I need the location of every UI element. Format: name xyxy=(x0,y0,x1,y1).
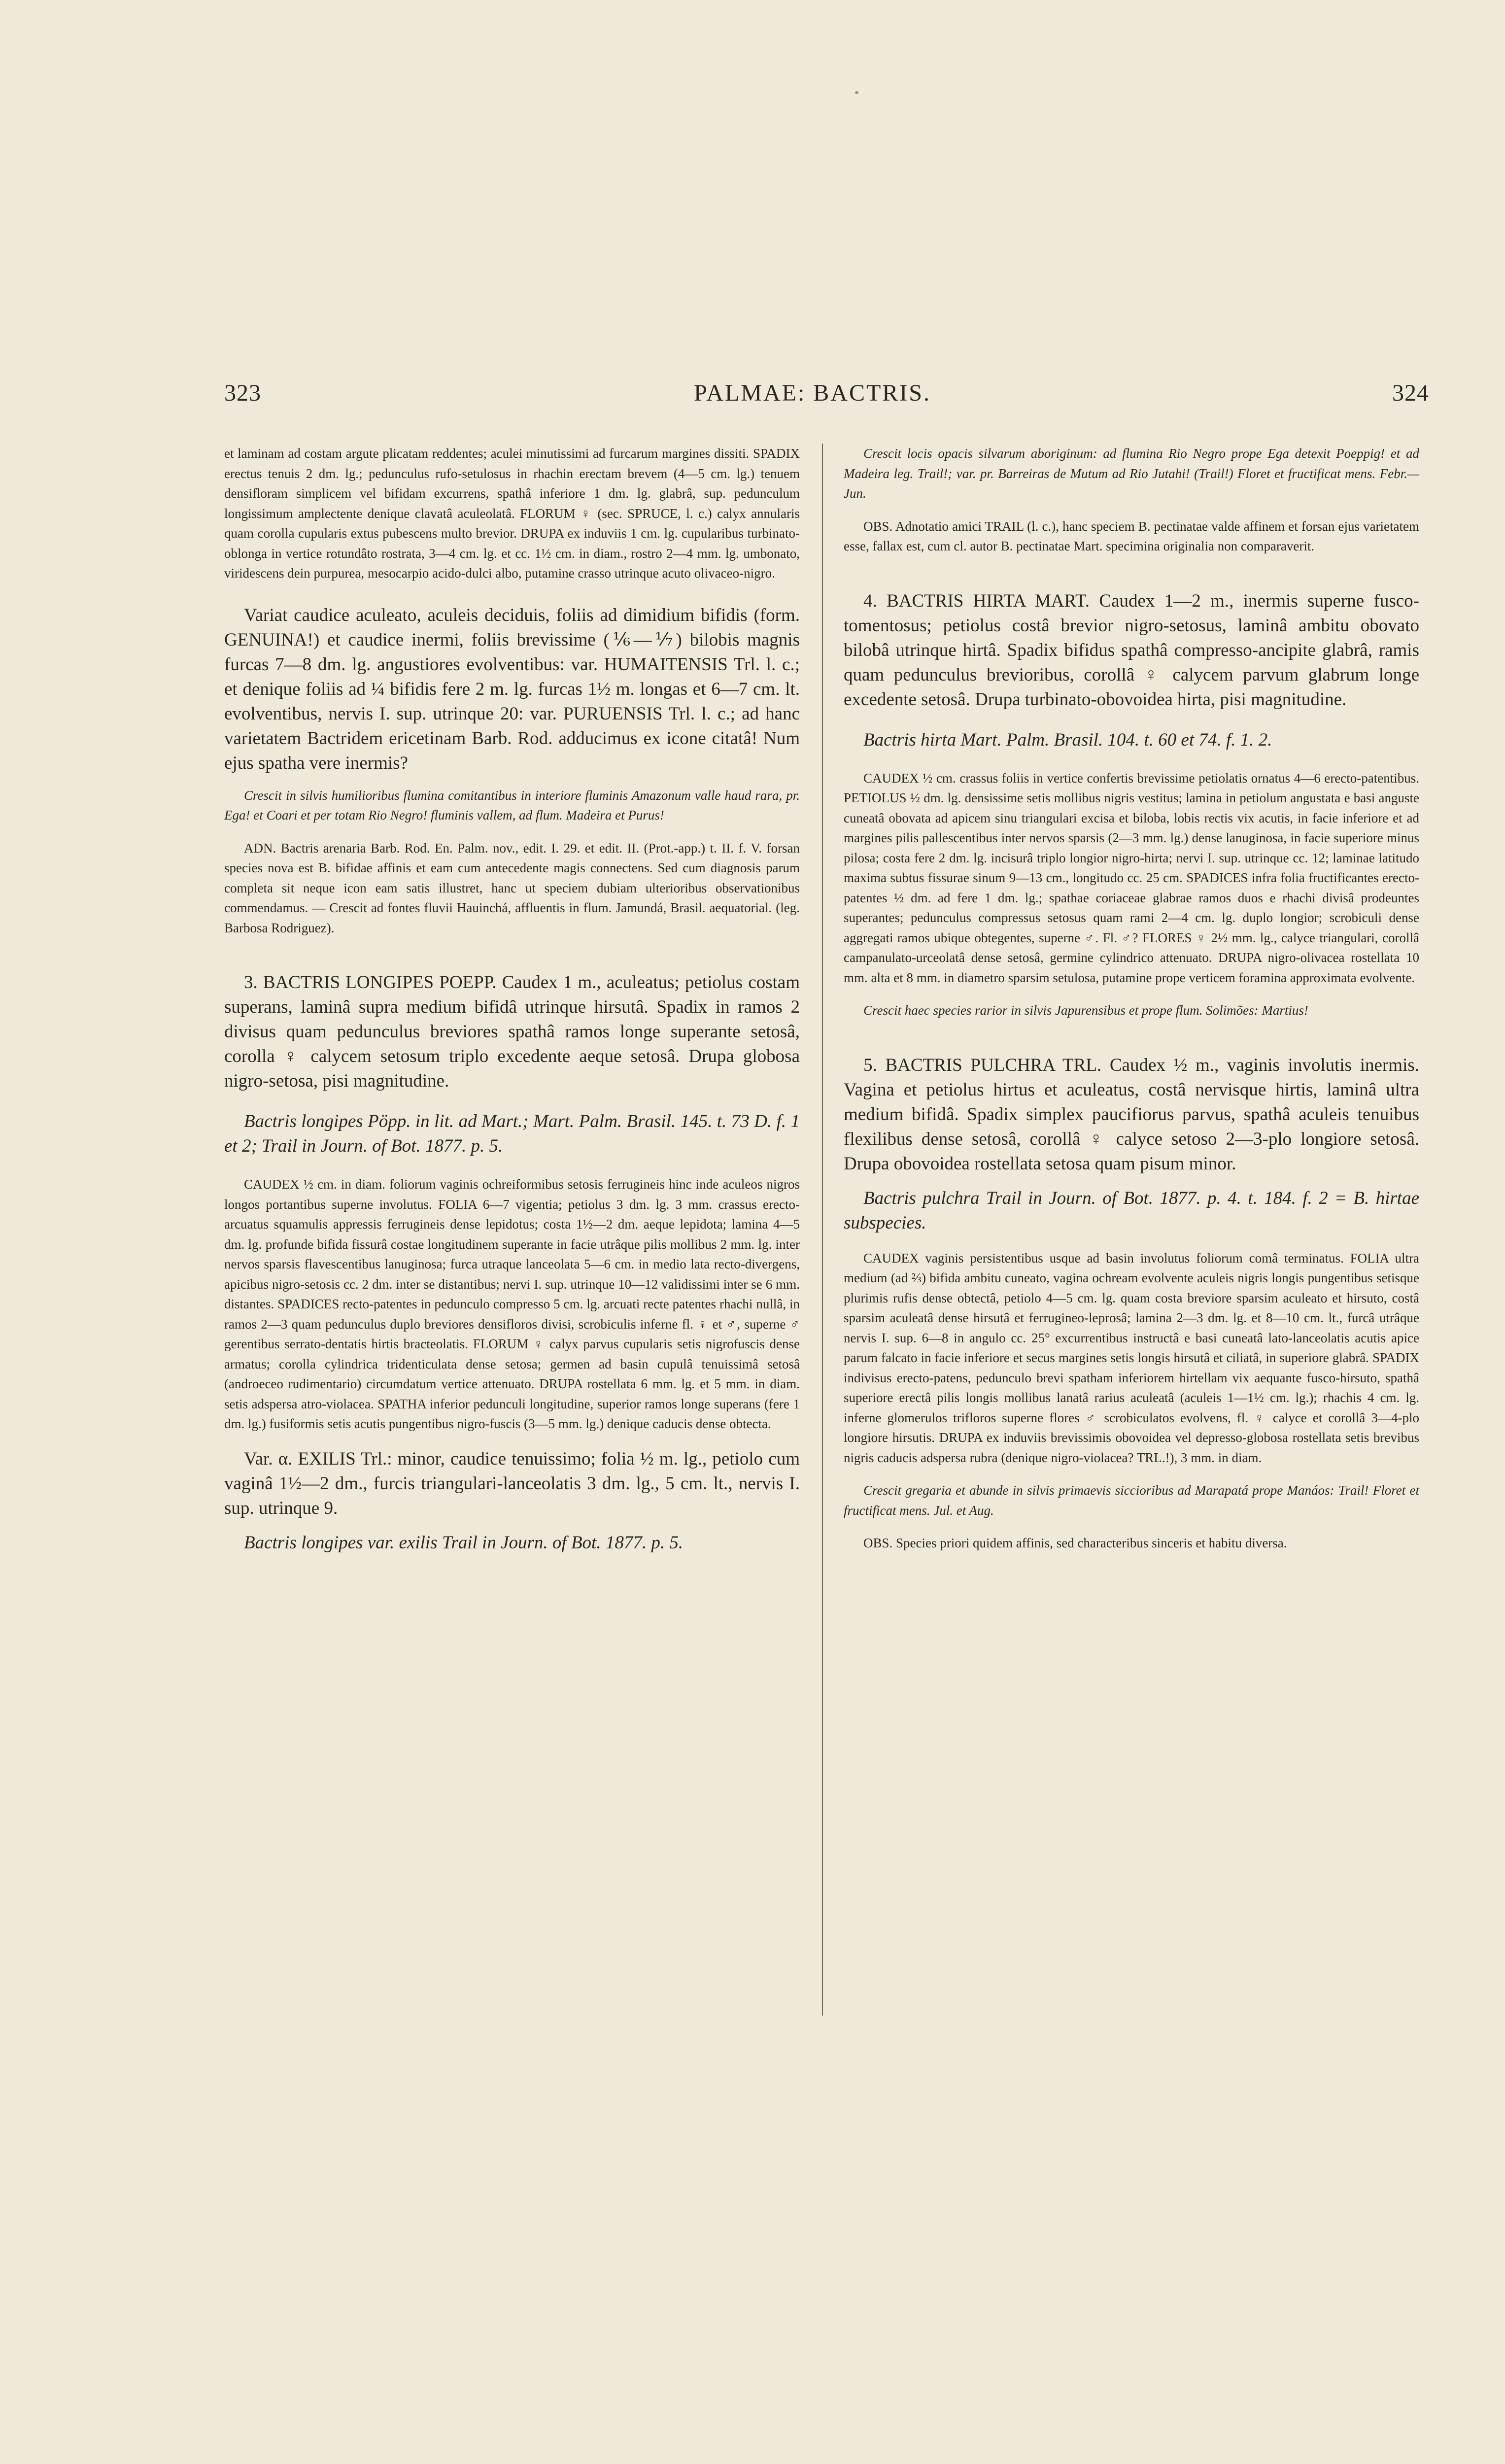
variation-note: Variat caudice aculeato, aculeis deciduis, foliis ad dimidium bifidis (form. GENUINA!) et caudice inermi, foliis brevissime (⅙—⅐) bilobis magnis furcas 7—8 dm. lg. angustiores evolventibus: var. HUMAITENSIS Trl. l. c.; et denique foliis ad ¼ bifidis fere 2 m. lg. furcas 1½ m. longas et 6—7 cm. lt. evolventibus, nervis I. sup. utrinque 20: var. PURUENSIS Trl. l. c.; ad hanc varietatem Bactridem ericetinam Barb. Rod. adducimus ex icone citatâ! Num ejus spatha vere inermis? xyxy=(224,605,800,773)
observation-pulchra: OBS. Species priori quidem affinis, sed characteribus sinceris et habitu diversa. xyxy=(863,1536,1287,1550)
species-heading-hirta: 4. BACTRIS HIRTA MART. Caudex 1—2 m., inermis superne fusco-tomentosus; petiolus costâ brevior nigro-setosus, laminâ ambitu obovato bilobâ utrinque hirtâ. Spadix bifidus spathâ compresso-ancipite glabrâ, ramis quam pedunculus brevioribus, corollâ ♀ calycem parvum glabrum longe excedente setosâ. Drupa turbinato-obovoidea hirta, pisi magnitudine. xyxy=(844,590,1419,710)
habitat-note: Crescit in silvis humilioribus flumina comitantibus in interiore fluminis Amazonum valle haud rara, pr. Ega! et Coari et per totam Rio Negro! fluminis vallem, ad flum. Madeira et Purus! xyxy=(224,787,800,822)
species-heading-longipes: 3. BACTRIS LONGIPES POEPP. Caudex 1 m., aculeatus; petiolus costam superans, laminâ supra medium bifidâ utrinque hirsutâ. Spadix in ramos 2 divisus quam pedunculus breviores spathâ ramos longe superante setosâ, corolla ♀ calycem setosum triplo excedente aeque setosâ. Drupa globosa nigro-setosa, pisi magnitudine. xyxy=(224,972,800,1091)
page-number-left: 323 xyxy=(224,380,261,406)
description-continuation: et laminam ad costam argute plicatam reddentes; aculei minutissimi ad furcarum margines dissiti. SPADIX erectus tenuis 2 dm. lg.; pedunculus rufo-setulosus in rhachin erectam brevem (4—5 cm. lg.) tenuem densifloram simplicem vel bifidam excurrens, spathâ inferiore 1 dm. lg. glabrâ, sup. pedunculum longissimum amplectente denique clavatâ aculeolatâ. FLORUM ♀ (sec. SPRUCE, l. c.) calyx annularis quam corolla cupularis extus pubescens multo brevior. DRUPA ex induviis 1 cm. lg. cupularibus turbinato-oblonga in vertice rotundâto rostrata, 3—4 cm. lg. et cc. 1½ cm. in diam., rostro 2—4 mm. lg. umbonato, viridescens dein purpurea, mesocarpio acido-dulci albo, putamine crasso utrinque acuto olivaceo-nigro. xyxy=(224,446,800,581)
observation-longipes: OBS. Adnotatio amici TRAIL (l. c.), hanc speciem B. pectinatae valde affinem et forsan ejus varietatem esse, fallax est, cum cl. autor B. pectinatae Mart. specimina originalia non comparaverit. xyxy=(844,518,1419,553)
description-longipes: CAUDEX ½ cm. in diam. foliorum vaginis ochreiformibus setosis ferrugineis hinc inde aculeos nigros longos portantibus superne involutus. FOLIA 6—7 vigentia; petiolus 3 dm. lg. 3 mm. crassus erecto-arcuatus squamulis appressis ferrugineis dense lepidotus; costa 1½—2 dm. aeque lepidota; lamina 4—5 dm. lg. profunde bifida fissurâ costae longitudinem superante in facie utrâque pilis mollibus 2 mm. lg. inter nervos sparsis flavescentibus lanuginosa; furca utraque lanceolata 5—6 cm. in medio lata recto-divergens, apicibus nigro-setosis cc. 2 dm. inter se distantibus; nervi I. sup. utrinque 10—12 validissimi inter se 6 mm. distantes. SPADICES recto-patentes in pedunculo compresso 5 cm. lg. arcuati recte patentes rhachi nullâ, in ramos 2—3 quam pedunculus duplo breviores densifloros divisi, scrobiculis inferne fl. ♀ et ♂, superne ♂ gerentibus serrato-dentatis hirtis bracteolatis. FLORUM ♀ calyx parvus cupularis setis nigrofuscis dense armatus; corolla cylindrica tridenticulata dense setosa; germen ad basin cupulâ tenuissimâ setosâ (androeceo rudimentario) circumdatum vertice attenuato. DRUPA rostellata 6 mm. lg. et 5 mm. in diam. setis adspersa atro-violacea. SPATHA inferior pedunculi longitudine, superior ramos longe superans (fere 1 dm. lg.) fusiformis setis acutis pungentibus nigro-fuscis (3—5 mm. lg.) denique caducis dense obtecta. xyxy=(224,1177,800,1431)
synonymy-longipes: Bactris longipes Pöpp. in lit. ad Mart.; Mart. Palm. Brasil. 145. t. 73 D. f. 1 et 2; Trail in Journ. of Bot. 1877. p. 5. xyxy=(224,1111,800,1156)
left-column xyxy=(224,444,800,1555)
variety-exilis: Var. α. EXILIS Trl.: minor, caudice tenuissimo; folia ½ m. lg., petiolo cum vaginâ 1½—2 dm., furcis triangulari-lanceolatis 3 dm. lg., 5 cm. lt., nervis I. sup. utrinque 9. xyxy=(224,1448,800,1518)
description-pulchra: CAUDEX vaginis persistentibus usque ad basin involutus foliorum comâ terminatus. FOLIA ultra medium (ad ⅔) bifida ambitu cuneato, vagina ochream evolvente aculeis nigris longis pungentibus setisque plurimis rufis dense obtectâ, petiolo 4—5 cm. lg. quam costa breviore sparsim aculeato et hirsuto, costâ sparsim aculeatâ dense hirsutâ et ferrugineo-leprosâ; lamina 2—3 dm. lg. et 8—10 cm. lt., furcâ utrâque nervis I. sup. 6—8 in angulo cc. 25° excurrentibus instructâ e basi cuneatâ lato-lanceolatis acutis apice parum falcato in facie inferiore et secus margines setis longis hirsutâ et ciliatâ, in superiore glabrâ. SPADIX indivisus erecto-patens, pedunculo brevi spatham inferiorem hirtellam vix aequante fusco-hirsuto, spathâ superiore erectâ pilis longis mollibus lanatâ rarius aculeatâ (aculeis 1—1½ cm. lg.); rhachis 4 cm. lg. inferne glomerulos trifloros superne flores ♂ scrobiculatos evolvens, fl. ♀ calyce et corollâ 3—4-plo longiore hirsutis. DRUPA ex induviis brevissimis obovoidea vel depresso-globosa rostellata setis brevibus nigris caducis adspersa rubra (denique nigro-violacea? TRL.!), 3 mm. in diam. xyxy=(844,1250,1419,1465)
specks xyxy=(855,91,858,94)
species-heading-pulchra: 5. BACTRIS PULCHRA TRL. Caudex ½ m., vaginis involutis inermis. Vagina et petiolus hirtus et aculeatus, costâ nervisque hirtis, laminâ ultra medium bifidâ. Spadix simplex paucifiorus parvus, spathâ aculeis tenuibus flexilibus dense setosâ, corollâ ♀ calyce setoso 2—3-plo longiore setosâ. Drupa obovoidea rostellata setosa quam pisum minor. xyxy=(844,1055,1419,1174)
right-column xyxy=(844,444,1419,1553)
habitat-pulchra: Crescit gregaria et abunde in silvis primaevis siccioribus ad Marapatá prope Manáos: Trail! Floret et fructificat mens. Jul. et Aug. xyxy=(844,1483,1419,1518)
page-number-right: 324 xyxy=(1392,380,1429,406)
running-title: PALMAE: BACTRIS. xyxy=(694,380,931,406)
synonymy-exilis: Bactris longipes var. exilis Trail in Journ. of Bot. 1877. p. 5. xyxy=(244,1532,684,1553)
synonymy-pulchra: Bactris pulchra Trail in Journ. of Bot. 1877. p. 4. t. 184. f. 2 = B. hirtae subspecies. xyxy=(844,1188,1419,1233)
synonymy-hirta: Bactris hirta Mart. Palm. Brasil. 104. t. 60 et 74. f. 1. 2. xyxy=(863,729,1272,750)
column-divider xyxy=(822,444,823,2016)
annotation-note: ADN. Bactris arenaria Barb. Rod. En. Palm. nov., edit. I. 29. et edit. II. (Prot.-app.) t. II. f. V. forsan species nova est B. bifidae affinis et eam cum antecedente magis connectens. Sed cum diagnosis parum completa sit neque icon eam satis illustret, hanc ut speciem dubiam ulterioribus observationibus commendamus. — Crescit ad fontes fluvii Hauinchá, affluentis in flum. Jamundá, Brasil. aequatorial. (leg. Barbosa Rodriguez). xyxy=(224,840,800,935)
description-hirta: CAUDEX ½ cm. crassus foliis in vertice confertis brevissime petiolatis ornatus 4—6 erecto-patentibus. PETIOLUS ½ dm. lg. densissime setis mollibus nigris vestitus; lamina in petiolum angustata e basi anguste cuneatâ obovata ad apicem sinu triangulari excisa et biloba, lobis rectis vix acutis, in facie inferiore et ad margines pilis pallescentibus inter nervos sparsis (2—3 mm. lg.) dense lanuginosa, in facie superiore minus pilosa; costa fere 2 dm. lg. incisurâ triplo longior nigro-hirta; nervi I. sup. utrinque cc. 12; laminae latitudo maxima subtus fissurae sinum 9—13 cm., longitudo cc. 25 cm. SPADICES infra folia fructificantes erecto-patentes ½ dm. ad fere 1 dm. lg.; spathae coriaceae glabrae ramos duos e rhachi divisâ prodeuntes superantes; pedunculus compressus setosus quam rami 2—4 cm. lg. duplo longior; scrobiculi dense aggregati ramos ubique obtegentes, superne ♂. Fl. ♂? FLORES ♀ 2½ mm. lg., calyce triangulari, corollâ campanulato-urceolatâ dense setosâ, germine cylindrico attenuato. DRUPA nigro-olivacea rostellata 10 mm. alta et 8 mm. in diametro sparsim setulosa, putamine prope verticem foramina approximata evolvente. xyxy=(844,770,1419,985)
habitat-longipes: Crescit locis opacis silvarum aboriginum: ad flumina Rio Negro prope Ega detexit Poeppig! et ad Madeira leg. Trail!; var. pr. Barreiras de Mutum ad Rio Jutahi! (Trail!) Floret et fructificat mens. Febr.—Jun. xyxy=(844,446,1419,501)
habitat-hirta: Crescit haec species rarior in silvis Japurensibus et prope flum. Solimões: Martius! xyxy=(863,1003,1308,1018)
